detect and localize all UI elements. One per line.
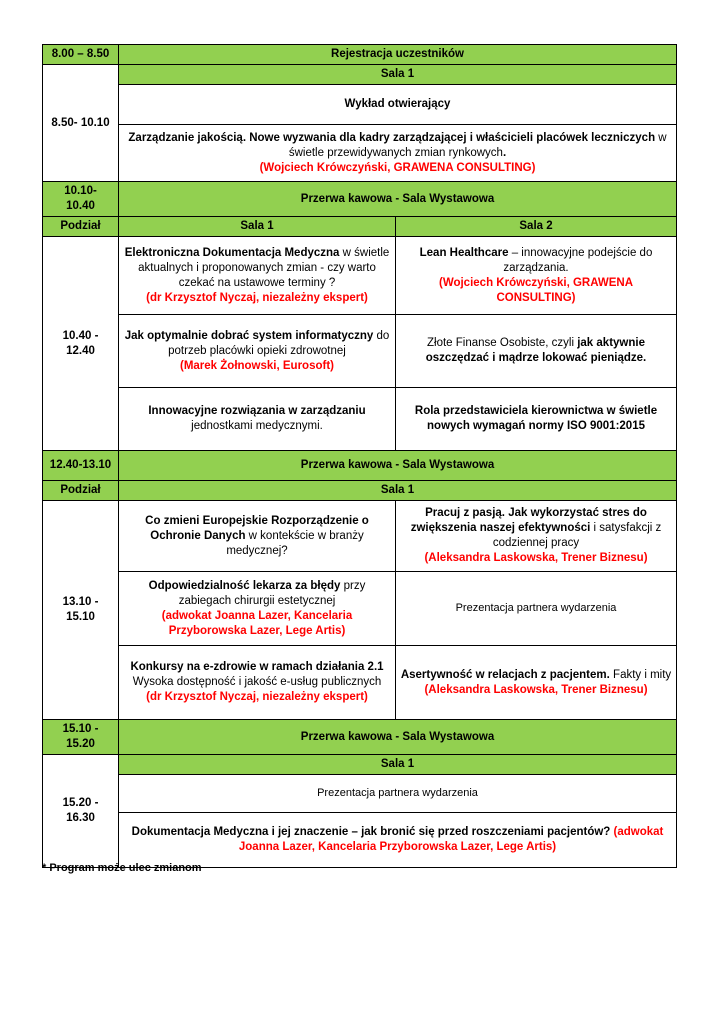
table-row	[43, 813, 677, 868]
speaker: (adwokat Joanna Lazer, Kancelaria Przyborowska Lazer, Lege Artis)	[161, 609, 353, 637]
table-row	[43, 237, 677, 315]
table-row	[43, 646, 677, 720]
lecture-title: Odpowiedzialność lekarza za błędy	[148, 579, 341, 592]
lecture-subtitle: Wysoka dostępność i jakość e-usług publicznych	[132, 676, 382, 688]
table-row	[43, 125, 677, 182]
lecture-title: Pracuj z pasją. Jak wykorzystać stres do zwiększenia naszej efektywności	[410, 507, 647, 534]
lecture-cell	[396, 237, 677, 315]
table-row	[43, 388, 677, 451]
table-row	[43, 481, 677, 501]
speaker: (Aleksandra Laskowska, Trener Biznesu)	[424, 683, 648, 696]
division-label: Podział	[43, 217, 119, 237]
lecture-subtitle: Fakty i mity	[609, 668, 672, 681]
room-label: Sala 1	[119, 755, 677, 775]
program-table	[42, 44, 677, 868]
lecture-subtitle: – innowacyjne podejście do zarządzania.	[503, 246, 653, 274]
partner-presentation: Prezentacja partnera wydarzenia	[119, 775, 677, 813]
lecture-cell	[119, 388, 396, 451]
lecture-title: Dokumentacja Medyczna i jej znaczenie – jak bronić się przed roszczeniami pacjentów?	[131, 826, 611, 838]
table-row	[43, 451, 677, 481]
lecture-title: Rola przedstawiciela kierownictwa w świetle nowych wymagań normy ISO 9001:2015	[414, 405, 658, 432]
division-label: Podział	[43, 481, 119, 501]
lecture-subtitle: i satysfakcji z codziennej pracy	[492, 522, 662, 549]
lecture-cell	[396, 388, 677, 451]
time-cell: 15.20 - 16.30	[43, 755, 119, 868]
lecture-cell	[119, 813, 677, 868]
lecture-title: Co zmieni Europejskie Rozporządzenie o Ochronie Danych	[145, 514, 369, 542]
footnote: * Program może ulec zmianom	[42, 862, 202, 874]
table-row	[43, 572, 677, 646]
time-cell: 8.50- 10.10	[43, 65, 119, 182]
lecture-title: jak aktywnie oszczędzać i mądrze lokować pieniądze.	[425, 337, 647, 364]
table-row	[43, 182, 677, 217]
speaker: (Wojciech Krówczyński, GRAWENA CONSULTING)	[438, 276, 634, 304]
lecture-subtitle: Złote Finanse Osobiste, czyli	[427, 337, 578, 349]
table-row	[43, 65, 677, 85]
lecture-cell	[119, 501, 396, 572]
lecture-cell	[119, 646, 396, 720]
lecture-title: Lean Healthcare	[419, 246, 509, 259]
speaker: (Wojciech Krówczyński, GRAWENA CONSULTING)	[259, 161, 536, 174]
table-row	[43, 501, 677, 572]
opening-lecture: Wykład otwierający	[119, 85, 677, 125]
time-cell: 15.10 - 15.20	[43, 720, 119, 755]
lecture-cell	[396, 646, 677, 720]
lecture-title: Elektroniczna Dokumentacja Medyczna	[124, 246, 340, 259]
table-row	[43, 720, 677, 755]
lecture-subtitle: do potrzeb placówki opieki zdrowotnej	[168, 329, 390, 357]
break-title: Przerwa kawowa - Sala Wystawowa	[119, 182, 677, 217]
time-cell: 13.10 - 15.10	[43, 501, 119, 720]
speaker: (dr Krzysztof Nyczaj, niezależny ekspert)	[146, 691, 368, 703]
time-cell: 10.40 - 12.40	[43, 237, 119, 451]
session-title: Rejestracja uczestników	[119, 45, 677, 65]
time-cell: 8.00 – 8.50	[43, 45, 119, 65]
lecture-cell	[396, 315, 677, 388]
speaker: (Aleksandra Laskowska, Trener Biznesu)	[424, 552, 648, 564]
lecture-title: Jak optymalnie dobrać system informatyczny	[124, 329, 374, 342]
room-label: Sala 1	[119, 65, 677, 85]
partner-presentation: Prezentacja partnera wydarzenia	[396, 572, 677, 646]
table-row	[43, 85, 677, 125]
break-title: Przerwa kawowa - Sala Wystawowa	[119, 451, 677, 481]
lecture-title: Asertywność w relacjach z pacjentem.	[400, 668, 610, 681]
room-label: Sala 1	[119, 217, 396, 237]
table-row	[43, 217, 677, 237]
lecture-subtitle: w świetle aktualnych i proponowanych zmian - czy warto czekać na ustawowe terminy ?	[138, 246, 390, 289]
table-row	[43, 755, 677, 775]
lecture-cell	[396, 501, 677, 572]
lecture-cell	[119, 237, 396, 315]
lecture-dot: .	[502, 146, 507, 159]
lecture-cell	[119, 315, 396, 388]
speaker: (Marek Żołnowski, Eurosoft)	[180, 359, 334, 372]
lecture-subtitle: jednostkami medycznymi.	[191, 420, 323, 432]
lecture-title: Innowacyjne rozwiązania w zarządzaniu	[148, 405, 366, 417]
table-row	[43, 315, 677, 388]
table-row	[43, 45, 677, 65]
speaker: (dr Krzysztof Nyczaj, niezależny ekspert)	[146, 291, 368, 304]
lecture-subtitle: w świetle przewidywanych zmian rynkowych	[288, 131, 667, 159]
lecture-cell	[119, 572, 396, 646]
table-row	[43, 775, 677, 813]
lecture-title: Zarządzanie jakością. Nowe wyzwania dla kadry zarządzającej i właścicieli placówek leczniczych	[128, 131, 656, 144]
time-cell: 12.40-13.10	[43, 451, 119, 481]
lecture-title: Konkursy na e-zdrowie w ramach działania 2.1	[130, 661, 384, 673]
break-title: Przerwa kawowa - Sala Wystawowa	[119, 720, 677, 755]
speaker: (adwokat Joanna Lazer, Kancelaria Przyborowska Lazer, Lege Artis)	[238, 826, 664, 853]
lecture-subtitle: w kontekście w branży medycznej?	[226, 529, 364, 557]
lecture-subtitle: przy zabiegach chirurgii estetycznej	[178, 579, 366, 607]
room-label: Sala 2	[396, 217, 677, 237]
lecture-cell	[119, 125, 677, 182]
time-cell: 10.10- 10.40	[43, 182, 119, 217]
room-label: Sala 1	[119, 481, 677, 501]
